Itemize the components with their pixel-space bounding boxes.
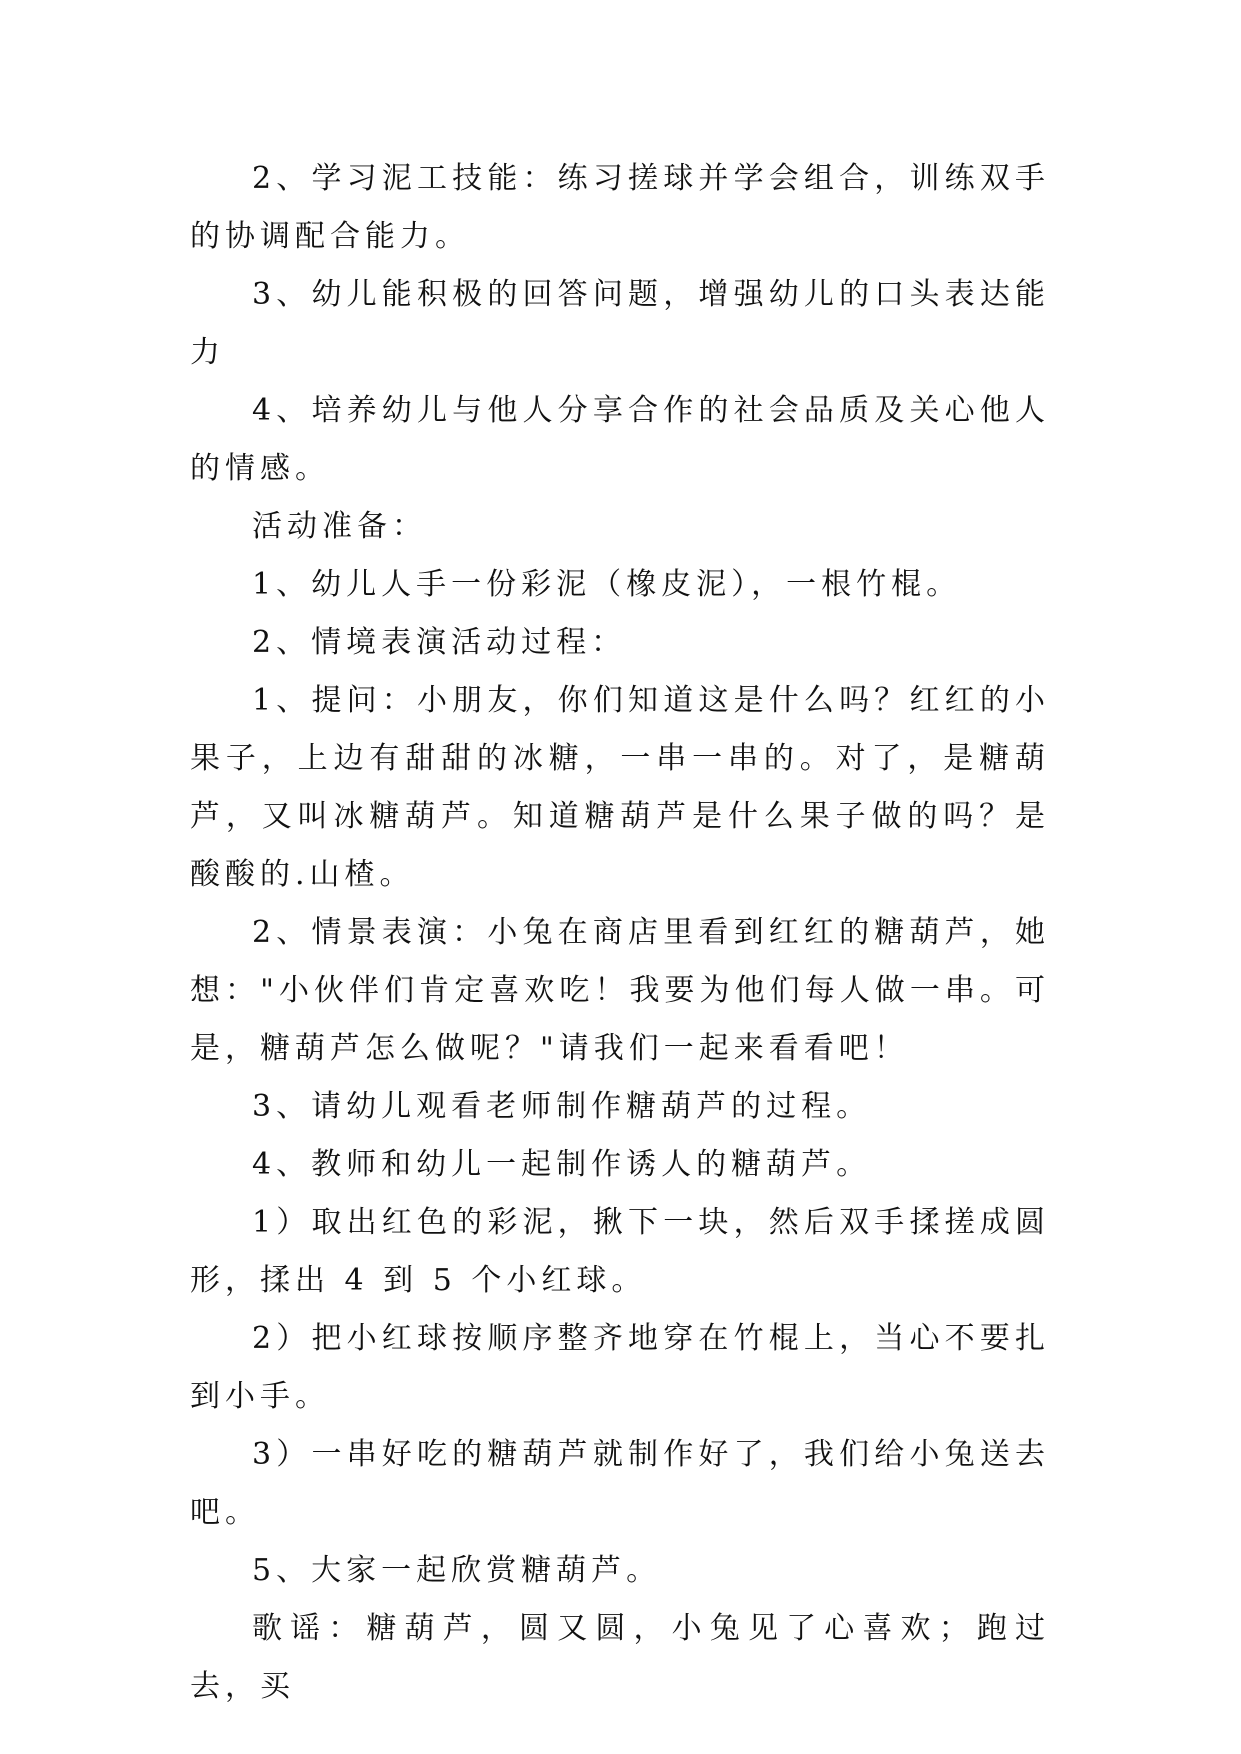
paragraph-rhyme: 歌谣：糖葫芦，圆又圆，小兔见了心喜欢；跑过去，买 <box>190 1611 1050 1704</box>
paragraph-objective-2: 2、学习泥工技能：练习搓球并学会组合，训练双手的协调配合能力。 <box>190 161 1050 254</box>
paragraph-step-3: 3、请幼儿观看老师制作糖葫芦的过程。 <box>252 1089 872 1124</box>
paragraph-preparation-1: 1、幼儿人手一份彩泥（橡皮泥），一根竹棍。 <box>252 567 962 602</box>
paragraph-step-2: 2、情景表演：小兔在商店里看到红红的糖葫芦，她想："小伙伴们肯定喜欢吃！我要为他们每人做一串。可是，糖葫芦怎么做呢？"请我们一起来看看吧！ <box>190 915 1050 1066</box>
paragraph-substep-2: 2）把小红球按顺序整齐地穿在竹棍上，当心不要扎到小手。 <box>190 1321 1050 1414</box>
paragraph-step-5: 5、大家一起欣赏糖葫芦。 <box>252 1553 662 1588</box>
paragraph-objective-4: 4、培养幼儿与他人分享合作的社会品质及关心他人的情感。 <box>190 393 1050 486</box>
paragraph-step-4: 4、教师和幼儿一起制作诱人的糖葫芦。 <box>252 1147 872 1182</box>
paragraph-step-1: 1、提问：小朋友，你们知道这是什么吗？红红的小果子，上边有甜甜的冰糖，一串一串的。对了，是糖葫芦，又叫冰糖葫芦。知道糖葫芦是什么果子做的吗？是酸酸的.山楂。 <box>190 683 1050 892</box>
paragraph-substep-1: 1）取出红色的彩泥，揪下一块，然后双手揉搓成圆形，揉出 4 到 5 个小红球。 <box>190 1205 1050 1298</box>
paragraph-preparation-2: 2、情境表演活动过程： <box>252 625 627 660</box>
paragraph-substep-3: 3）一串好吃的糖葫芦就制作好了，我们给小兔送去吧。 <box>190 1437 1050 1530</box>
paragraph-objective-3: 3、幼儿能积极的回答问题，增强幼儿的口头表达能力 <box>190 277 1050 370</box>
section-heading-preparation: 活动准备： <box>252 509 427 544</box>
document-body <box>190 150 1050 1716</box>
